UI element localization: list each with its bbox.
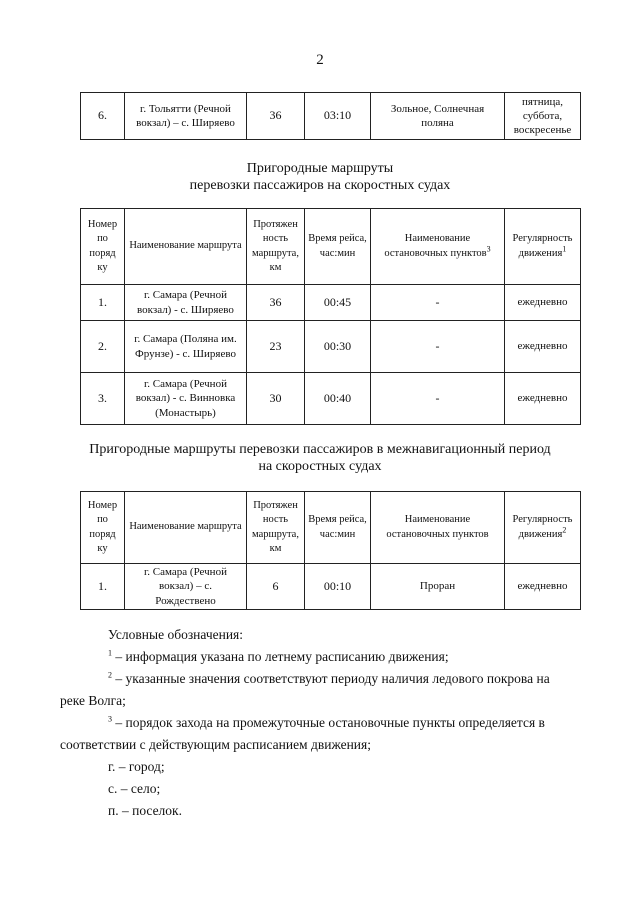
route-length: 36 xyxy=(247,93,305,140)
note-marker: 2 xyxy=(108,670,112,680)
abbr-city: г. – город; xyxy=(108,759,165,774)
header-name: Наименование маршрута xyxy=(125,492,247,564)
stops: Зольное, Солнечная поляна xyxy=(371,93,505,140)
abbr-settlement: п. – поселок. xyxy=(108,803,182,818)
header-stops-label: Наименование остановочных пунктов xyxy=(384,233,487,259)
trip-time: 00:45 xyxy=(305,285,371,321)
row-number: 1. xyxy=(81,564,125,610)
stops: - xyxy=(371,321,505,373)
row-number: 2. xyxy=(81,321,125,373)
header-stops xyxy=(371,209,505,285)
stops: Проран xyxy=(371,564,505,610)
regularity: ежедневно xyxy=(505,373,581,425)
route-length: 6 xyxy=(247,564,305,610)
route-name: г. Самара (Речной вокзал) - с. Винновка (Монастырь) xyxy=(125,373,247,425)
section1-table xyxy=(80,208,581,425)
note-marker: 3 xyxy=(108,714,112,724)
footnote-ref: 3 xyxy=(486,244,491,253)
regularity: ежедневно xyxy=(505,564,581,610)
top-table xyxy=(80,92,581,140)
stops: - xyxy=(371,373,505,425)
header-time: Время рейса, час:мин xyxy=(305,209,371,285)
page-number: 2 xyxy=(316,52,324,68)
header-regularity-label: Регулярность движения xyxy=(512,514,573,540)
trip-time: 00:30 xyxy=(305,321,371,373)
header-regularity-label: Регулярность движения xyxy=(512,233,573,259)
note-3-continuation: соответствии с действующим расписанием движения; xyxy=(60,737,371,752)
note-2 xyxy=(88,668,588,690)
header-time: Время рейса, час:мин xyxy=(305,492,371,564)
notes-title: Условные обозначения: xyxy=(108,627,244,642)
note-2-continuation: реке Волга; xyxy=(60,693,126,708)
header-length: Протяжен ность маршрута, км xyxy=(247,209,305,285)
note-text: – порядок захода на промежуточные остановочные пункты определяется в xyxy=(112,715,545,730)
regularity: пятница, суббота, воскресенье xyxy=(505,93,581,140)
header-num: Номер по поряд ку xyxy=(81,209,125,285)
route-length: 36 xyxy=(247,285,305,321)
note-1 xyxy=(88,646,588,668)
section1-heading-line1: Пригородные маршруты xyxy=(246,161,394,176)
section1-heading-line2: перевозки пассажиров на скоростных судах xyxy=(189,178,451,193)
row-number: 3. xyxy=(81,373,125,425)
section2-heading-line2: на скоростных судах xyxy=(258,459,382,474)
route-length: 23 xyxy=(247,321,305,373)
row-number: 1. xyxy=(81,285,125,321)
route-length: 30 xyxy=(247,373,305,425)
section2-table xyxy=(80,491,581,610)
note-marker: 1 xyxy=(108,648,112,658)
section1-heading xyxy=(0,160,640,194)
note-3 xyxy=(88,712,588,734)
header-name: Наименование маршрута xyxy=(125,209,247,285)
stops: - xyxy=(371,285,505,321)
table-header-row xyxy=(81,209,581,285)
header-length: Протяжен ность маршрута, км xyxy=(247,492,305,564)
header-regularity xyxy=(505,209,581,285)
note-text: – указанные значения соответствуют периоду наличия ледового покрова на xyxy=(112,671,550,686)
header-num: Номер по поряд ку xyxy=(81,492,125,564)
abbr-village: с. – село; xyxy=(108,781,161,796)
legend-notes xyxy=(60,624,588,822)
route-name: г. Самара (Речной вокзал) – с. Рождествено xyxy=(125,564,247,610)
footnote-ref: 2 xyxy=(562,525,567,534)
route-name: г. Тольятти (Речной вокзал) – с. Ширяево xyxy=(125,93,247,140)
table-row xyxy=(81,285,581,321)
route-name: г. Самара (Речной вокзал) - с. Ширяево xyxy=(125,285,247,321)
row-number: 6. xyxy=(81,93,125,140)
route-name: г. Самара (Поляна им. Фрунзе) - с. Ширяево xyxy=(125,321,247,373)
section2-heading-line1: Пригородные маршруты перевозки пассажиров в межнавигационный период xyxy=(89,442,551,457)
table-row xyxy=(81,321,581,373)
regularity: ежедневно xyxy=(505,321,581,373)
table-row xyxy=(81,373,581,425)
regularity: ежедневно xyxy=(505,285,581,321)
table-header-row xyxy=(81,492,581,564)
trip-time: 00:10 xyxy=(305,564,371,610)
header-stops: Наименование остановочных пунктов xyxy=(371,492,505,564)
header-regularity xyxy=(505,492,581,564)
trip-time: 00:40 xyxy=(305,373,371,425)
table-row xyxy=(81,93,581,140)
section2-heading xyxy=(0,441,640,475)
trip-time: 03:10 xyxy=(305,93,371,140)
footnote-ref: 1 xyxy=(562,244,567,253)
note-text: – информация указана по летнему расписанию движения; xyxy=(112,649,449,664)
table-row xyxy=(81,564,581,610)
